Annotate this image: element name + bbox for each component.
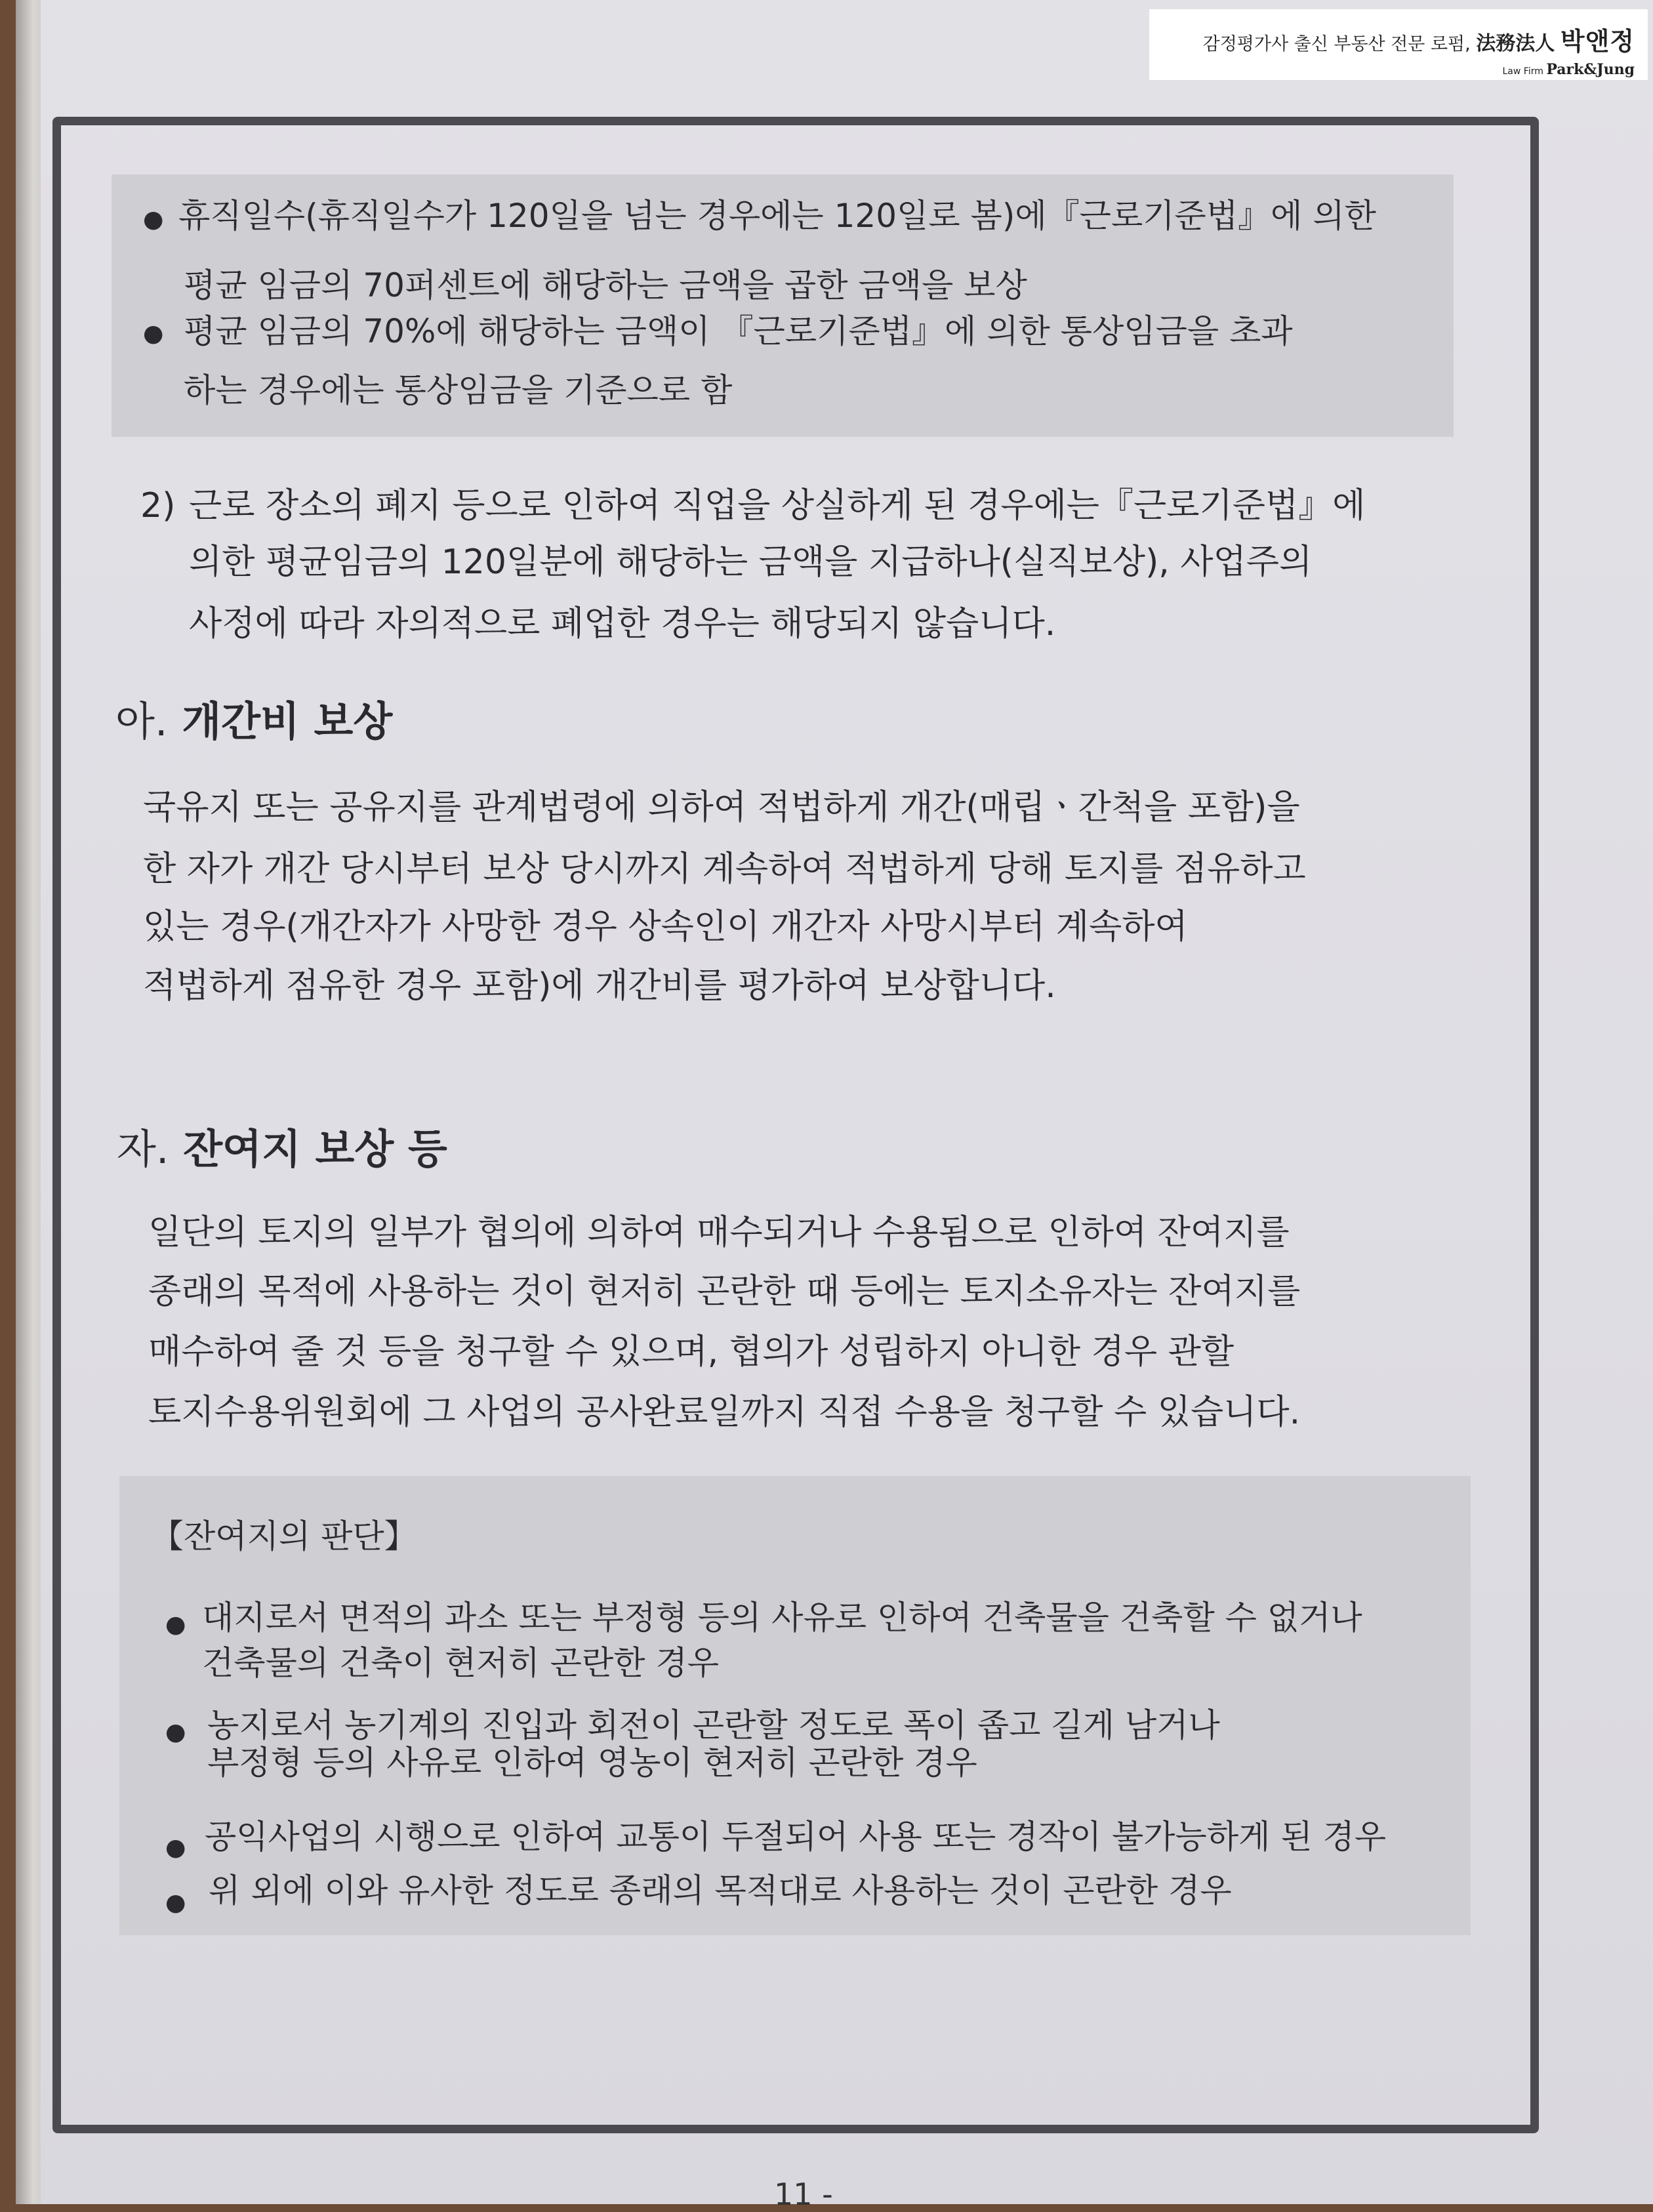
section-title: 개간비 보상	[182, 697, 393, 745]
item-2-line-2: 의한 평균임금의 120일분에 해당하는 금액을 지급하나(실직보상), 사업주의	[189, 543, 1313, 582]
criteria-1-line-1: 대지로서 면적의 과소 또는 부정형 등의 사유로 인하여 건축물을 건축할 수 없거나	[202, 1599, 1362, 1637]
remaining-land-line-3: 매수하여 줄 것 등을 청구할 수 있으며, 협의가 성립하지 아니한 경우 관할	[148, 1332, 1235, 1372]
criteria-3-line-1: 공익사업의 시행으로 인하여 교통이 두절되어 사용 또는 경작이 불가능하게 된 경우	[205, 1818, 1387, 1856]
criteria-1-line-2: 건축물의 건축이 현저히 곤란한 경우	[202, 1644, 720, 1682]
logo-firm-hanja: 法務法人	[1476, 32, 1555, 55]
section-title: 잔여지 보상 등	[183, 1125, 447, 1173]
criteria-box-title: 【잔여지의 판단】	[151, 1517, 417, 1555]
logo-tagline: 감정평가사 출신 부동산 전문 로펌,	[1202, 34, 1471, 54]
law-firm-logo	[1149, 9, 1648, 80]
criteria-4-line-1: 위 외에 이와 유사한 정도로 종래의 목적대로 사용하는 것이 곤란한 경우	[209, 1872, 1232, 1910]
criteria-2-line-1: 농지로서 농기계의 진입과 회전이 곤란할 정도로 폭이 좁고 길게 남거나	[207, 1706, 1220, 1744]
reclamation-line-2: 한 자가 개간 당시부터 보상 당시까지 계속하여 적법하게 당해 토지를 점유하고	[143, 850, 1306, 889]
remaining-land-line-2: 종래의 목적에 사용하는 것이 현저히 곤란한 때 등에는 토지소유자는 잔여지를	[148, 1272, 1301, 1311]
section-prefix: 자.	[117, 1125, 169, 1173]
top-bullet-2-line-1: 평균 임금의 70%에 해당하는 금액이 『근로기준법』에 의한 통상임금을 초과	[184, 312, 1293, 350]
criteria-2-line-2: 부정형 등의 사유로 인하여 영농이 현저히 곤란한 경우	[207, 1744, 977, 1782]
remaining-land-line-4: 토지수용위원회에 그 사업의 공사완료일까지 직접 수용을 청구할 수 있습니다.	[148, 1393, 1301, 1432]
top-bullet-2-line-2: 하는 경우에는 통상임금을 기준으로 함	[184, 371, 733, 409]
section-heading-reclamation	[115, 689, 392, 747]
bullet-dot: ●	[165, 1834, 186, 1861]
item-2-number: 2)	[140, 486, 176, 525]
reclamation-line-1: 국유지 또는 공유지를 관계법령에 의하여 적법하게 개간(매립ㆍ간척을 포함)을	[143, 788, 1300, 827]
bullet-dot: ●	[143, 206, 164, 233]
page-number: 11 -	[774, 2177, 833, 2212]
logo-firm-english: Park&Jung	[1546, 61, 1635, 78]
bullet-dot: ●	[165, 1889, 186, 1916]
section-prefix: 아.	[115, 697, 168, 745]
logo-law-firm-label: Law Firm	[1502, 66, 1543, 77]
logo-firm-korean: 박앤정	[1560, 27, 1635, 56]
item-2-line-1: 근로 장소의 폐지 등으로 인하여 직업을 상실하게 된 경우에는『근로기준법』에	[189, 486, 1366, 525]
bullet-dot: ●	[143, 320, 164, 347]
remaining-land-line-1: 일단의 토지의 일부가 협의에 의하여 매수되거나 수용됨으로 인하여 잔여지를	[148, 1213, 1290, 1252]
reclamation-line-3: 있는 경우(개간자가 사망한 경우 상속인이 개간자 사망시부터 계속하여	[143, 907, 1188, 947]
section-heading-remaining-land	[117, 1116, 447, 1175]
bullet-dot: ●	[165, 1719, 186, 1746]
top-bullet-1-line-2: 평균 임금의 70퍼센트에 해당하는 금액을 곱한 금액을 보상	[184, 266, 1027, 304]
reclamation-line-4: 적법하게 점유한 경우 포함)에 개간비를 평가하여 보상합니다.	[143, 966, 1056, 1006]
item-2-line-3: 사정에 따라 자의적으로 폐업한 경우는 해당되지 않습니다.	[189, 604, 1056, 644]
bullet-dot: ●	[165, 1611, 186, 1638]
top-bullet-1-line-1: 휴직일수(휴직일수가 120일을 넘는 경우에는 120일로 봄)에『근로기준법』에 의한	[178, 197, 1376, 235]
